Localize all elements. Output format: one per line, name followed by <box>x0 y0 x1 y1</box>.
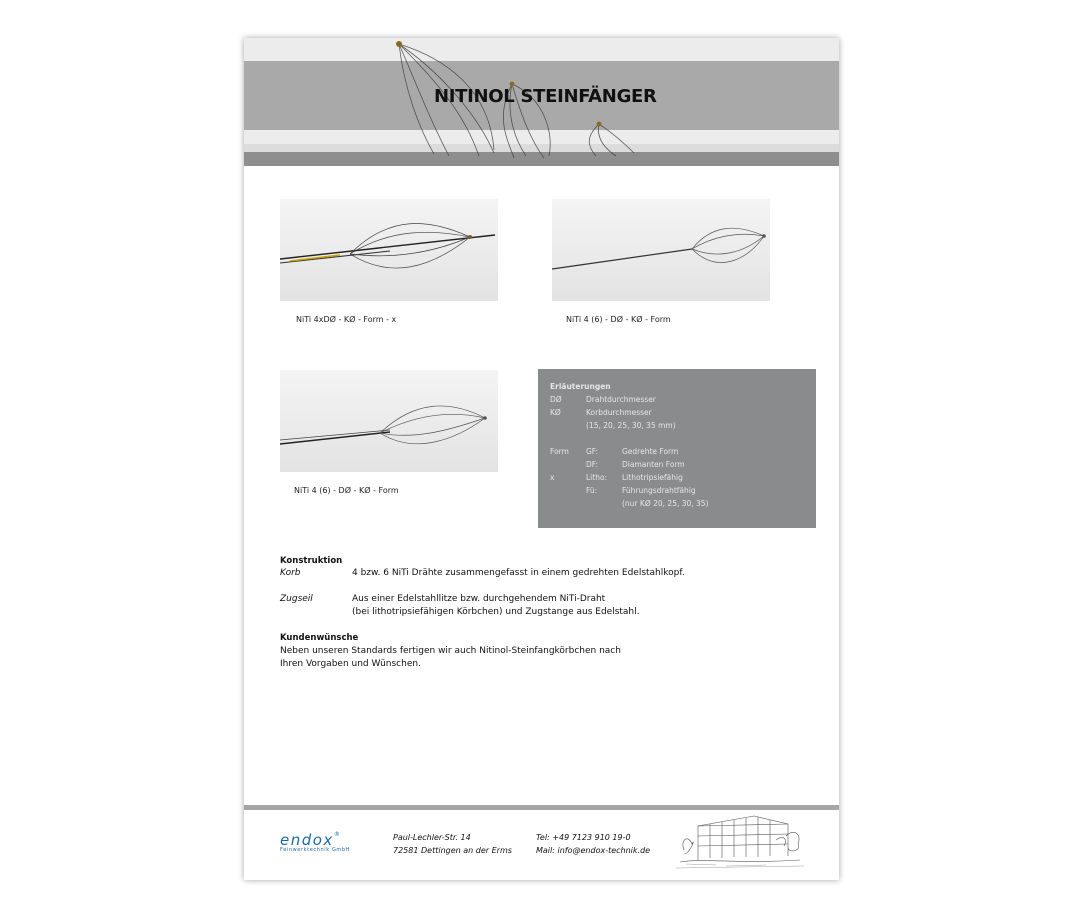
legend-value: (15, 20, 25, 30, 35 mm) <box>586 421 676 430</box>
page-title: NITINOL STEINFÄNGER <box>434 86 657 107</box>
logo-text: endox <box>280 831 334 849</box>
wishes-text-line-2: Ihren Vorgaben und Wünschen. <box>280 659 421 669</box>
footer-city: 72581 Dettingen an der Erms <box>393 846 512 855</box>
wishes-heading: Kundenwünsche <box>280 633 359 643</box>
korb-text: 4 bzw. 6 NiTi Drähte zusammengefasst in einem gedrehten Edelstahlkopf. <box>352 568 685 578</box>
legend-form-code: DF: <box>586 460 599 469</box>
zugseil-text-line-2: (bei lithotripsiefähigen Körbchen) und Zugstange aus Edelstahl. <box>352 607 640 617</box>
wishes-text-line-1: Neben unseren Standards fertigen wir auch Nitinol-Steinfangkörbchen nach <box>280 646 621 656</box>
logo-registered-mark: ® <box>333 831 342 838</box>
legend-form-value: Gedrehte Form <box>622 447 679 456</box>
legend-form-code: GF: <box>586 447 599 456</box>
construction-heading: Konstruktion <box>280 556 343 566</box>
legend-key: KØ <box>550 408 561 417</box>
legend-value: Drahtdurchmesser <box>586 395 656 404</box>
wire-tip-icon <box>597 122 602 127</box>
legend-key: DØ <box>550 395 562 404</box>
legend-heading: Erläuterungen <box>550 382 611 391</box>
zugseil-label: Zugseil <box>280 594 313 604</box>
legend-value: Korbdurchmesser <box>586 408 652 417</box>
company-logo <box>280 831 350 853</box>
photo-caption-2: NiTi 4 (6) - DØ - KØ - Form <box>566 315 671 324</box>
zugseil-text-line-1: Aus einer Edelstahllitze bzw. durchgehendem NiTi-Draht <box>352 594 606 604</box>
korb-label: Korb <box>280 568 301 578</box>
legend-form-code: Litho: <box>586 473 608 482</box>
legend-form-value: Lithotripsiefähig <box>622 473 683 482</box>
footer-street: Paul-Lechler-Str. 14 <box>393 833 471 842</box>
product-photo-3 <box>280 370 498 472</box>
footer-tel: Tel: +49 7123 910 19-0 <box>536 833 631 842</box>
legend-box <box>538 369 816 528</box>
photo-caption-1: NiTi 4xDØ - KØ - Form - x <box>296 315 397 324</box>
legend-form-code: Fü: <box>586 486 598 495</box>
legend-forms-note: (nur KØ 20, 25, 30, 35) <box>622 499 709 508</box>
building-sketch-image <box>676 810 804 872</box>
datasheet-page <box>244 38 839 880</box>
logo-subtitle: Feinwerktechnik GmbH <box>280 847 351 853</box>
wire-tip-icon <box>396 41 402 47</box>
legend-form-value: Führungsdrahtfähig <box>622 486 696 495</box>
legend-x-label: x <box>550 473 555 482</box>
product-photo-1 <box>280 199 498 301</box>
footer-mail: Mail: info@endox-technik.de <box>536 846 651 855</box>
photo-caption-3: NiTi 4 (6) - DØ - KØ - Form <box>294 486 399 495</box>
legend-form-value: Diamanten Form <box>622 460 685 469</box>
legend-form-label: Form <box>550 447 569 456</box>
product-photo-2 <box>552 199 770 301</box>
